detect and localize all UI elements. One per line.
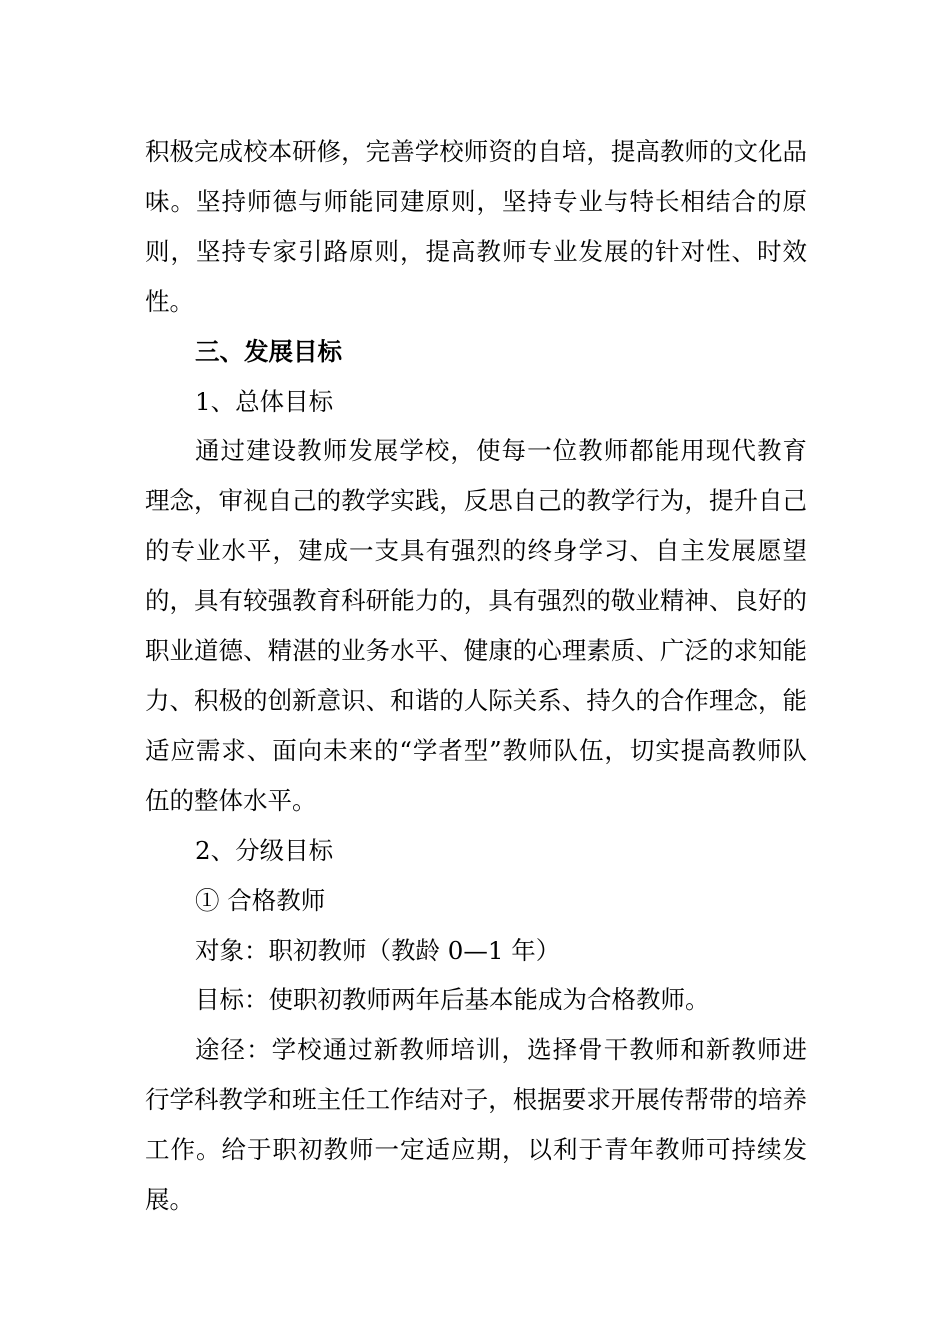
subheading-graded-goals: 2、分级目标	[195, 835, 334, 865]
document-body	[145, 127, 807, 1225]
paragraph-overall-goal: 通过建设教师发展学校，使每一位教师都能用现代教育理念，审视自己的教学实践，反思自己的教学行为，提升自己的专业水平，建成一支具有强烈的终身学习、自主发展愿望的，具有较强教育科研能力的，具有强烈的敬业精神、良好的职业道德、精湛的业务水平、健康的心理素质、广泛的求知能力、积极的创新意识、和谐的人际关系、持久的合作理念，能适应需求、面向未来的“学者型”教师队伍，切实提高教师队伍的整体水平。	[145, 436, 807, 815]
paragraph-principles: 积极完成校本研修，完善学校师资的自培，提高教师的文化品味。坚持师德与师能同建原则，坚持专业与特长相结合的原则，坚持专家引路原则，提高教师专业发展的针对性、时效性。	[145, 137, 807, 316]
level-title-qualified-teacher: ① 合格教师	[195, 885, 326, 915]
paragraph-approach: 途径：学校通过新教师培训，选择骨干教师和新教师进行学科教学和班主任工作结对子，根据要求开展传帮带的培养工作。给于职初教师一定适应期，以利于青年教师可持续发展。	[145, 1035, 807, 1215]
line-target-audience: 对象：职初教师（教龄 0—1 年）	[195, 935, 561, 965]
section-heading-development-goals: 三、发展目标	[195, 336, 342, 366]
line-goal: 目标：使职初教师两年后基本能成为合格教师。	[195, 985, 710, 1015]
subheading-overall-goal: 1、总体目标	[195, 386, 334, 416]
